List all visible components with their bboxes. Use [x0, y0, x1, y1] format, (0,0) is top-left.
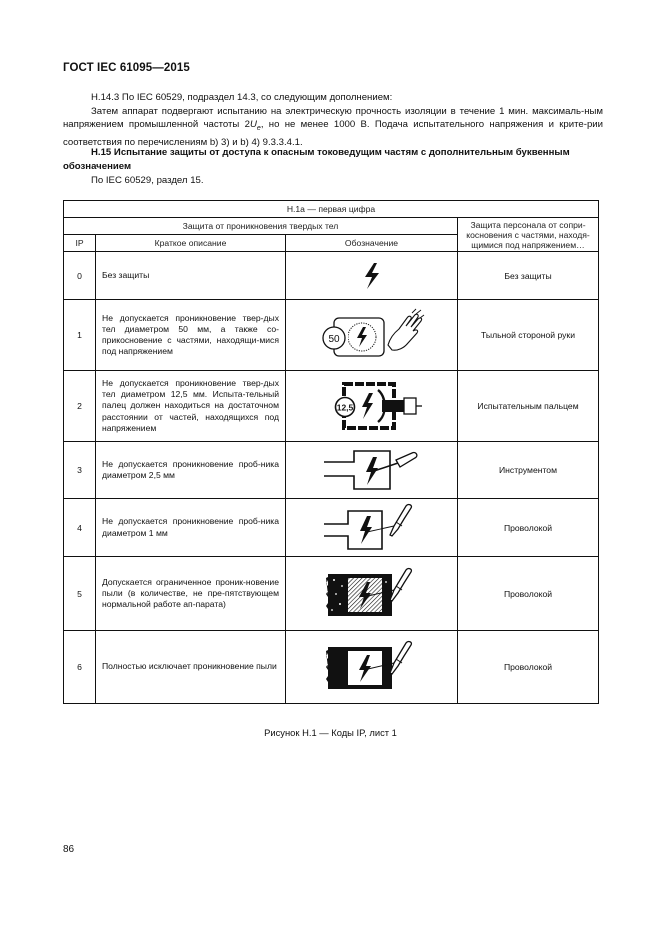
col-header-symbol: Обозначение [286, 235, 458, 252]
symbol-cell [286, 557, 458, 631]
col-header-ip: IP [64, 235, 96, 252]
dust-tight-icon [312, 637, 432, 697]
ip-digit: 1 [64, 300, 96, 371]
probe-diameter-50-label: 50 [327, 334, 340, 345]
row-protection: Проволокой [458, 499, 599, 557]
symbol-cell [286, 371, 458, 442]
row-description: Не допускается проникновение твер-дых тел диаметром 50 мм, а также со-прикосновение с частями, находящи-мися под напряжением [96, 300, 286, 371]
table-group-header: Защита от проникновения твердых тел [64, 218, 458, 235]
ip-code-table [63, 200, 599, 704]
symbol-cell [286, 300, 458, 371]
probe-diameter-12-5-label: 12,5 [336, 402, 353, 413]
ip-digit: 3 [64, 442, 96, 499]
symbol-cell [286, 442, 458, 499]
symbol-cell [286, 499, 458, 557]
row-description: Не допускается проникновение проб-ника диаметром 1 мм [96, 499, 286, 557]
lightning-bolt-icon [352, 260, 392, 292]
wire-probe-icon [312, 502, 432, 554]
ip-digit: 0 [64, 252, 96, 300]
dust-protected-icon [312, 564, 432, 624]
row-description: Полностью исключает проникновение пыли [96, 631, 286, 704]
row-protection: Проволокой [458, 557, 599, 631]
table-row [64, 631, 599, 704]
clause-h14-3-text-a: Затем аппарат подвергают испытанию на электрическую прочность изоляции в течение 1 мин. максималь-ным напряжением промышленной частоты 2 [63, 105, 603, 131]
tool-probe-icon [312, 445, 432, 495]
row-protection: Тыльной стороной руки [458, 300, 599, 371]
row-protection: Испытательным пальцем [458, 371, 599, 442]
ip-digit: 6 [64, 631, 96, 704]
clause-h14-3-body [63, 105, 603, 150]
ue-subscript: e [256, 125, 261, 133]
col-header-description: Краткое описание [96, 235, 286, 252]
row-protection: Проволокой [458, 631, 599, 704]
table-row [64, 252, 599, 300]
ue-symbol: U [249, 119, 257, 131]
row-description: Допускается ограниченное проник-новение пыли (в количестве, не пре-пятствующем нормальной работе ап-парата) [96, 557, 286, 631]
document-header: ГОСТ IEC 61095—2015 [63, 62, 190, 74]
figure-caption: Рисунок Н.1 — Коды IP, лист 1 [264, 727, 397, 738]
table-row [64, 300, 599, 371]
clause-h14-3-intro: Н.14.3 По IEC 60529, подраздел 14.3, со следующим дополнением: [91, 92, 393, 103]
ip-digit: 2 [64, 371, 96, 442]
table-person-header: Защита персонала от сопри-косновения с частями, находя-щимися под напряжением… [458, 218, 599, 252]
page-number: 86 [63, 844, 75, 855]
row-description: Без защиты [96, 252, 286, 300]
test-finger-icon [312, 376, 432, 436]
hand-back-icon [312, 305, 432, 365]
clause-h15-title: Н.15 Испытание защиты от доступа к опасным токоведущим частям с дополнительным буквенным обозначением [63, 147, 570, 172]
clause-h14-3 [63, 91, 603, 149]
symbol-cell [286, 252, 458, 300]
symbol-cell [286, 631, 458, 704]
table-row [64, 499, 599, 557]
row-protection: Инструментом [458, 442, 599, 499]
row-protection: Без защиты [458, 252, 599, 300]
ip-digit: 4 [64, 499, 96, 557]
ip-digit: 5 [64, 557, 96, 631]
table-row [64, 371, 599, 442]
clause-h15-reference: По IEC 60529, раздел 15. [91, 175, 204, 186]
row-description: Не допускается проникновение твер-дых тел диаметром 12,5 мм. Испыта-тельный палец должен находиться на достаточном расстоянии от частей, находящихся под напряжением [96, 371, 286, 442]
table-row [64, 442, 599, 499]
table-title: Н.1а — первая цифра [64, 201, 599, 218]
table-row [64, 557, 599, 631]
row-description: Не допускается проникновение проб-ника диаметром 2,5 мм [96, 442, 286, 499]
clause-h14-3-text-b: , но не менее 1000 В. Подача испытательного напряжения и крите-рии соответствия по перечислениям b) 3) и b) 4) 9.3.3.4.1. [63, 119, 603, 148]
